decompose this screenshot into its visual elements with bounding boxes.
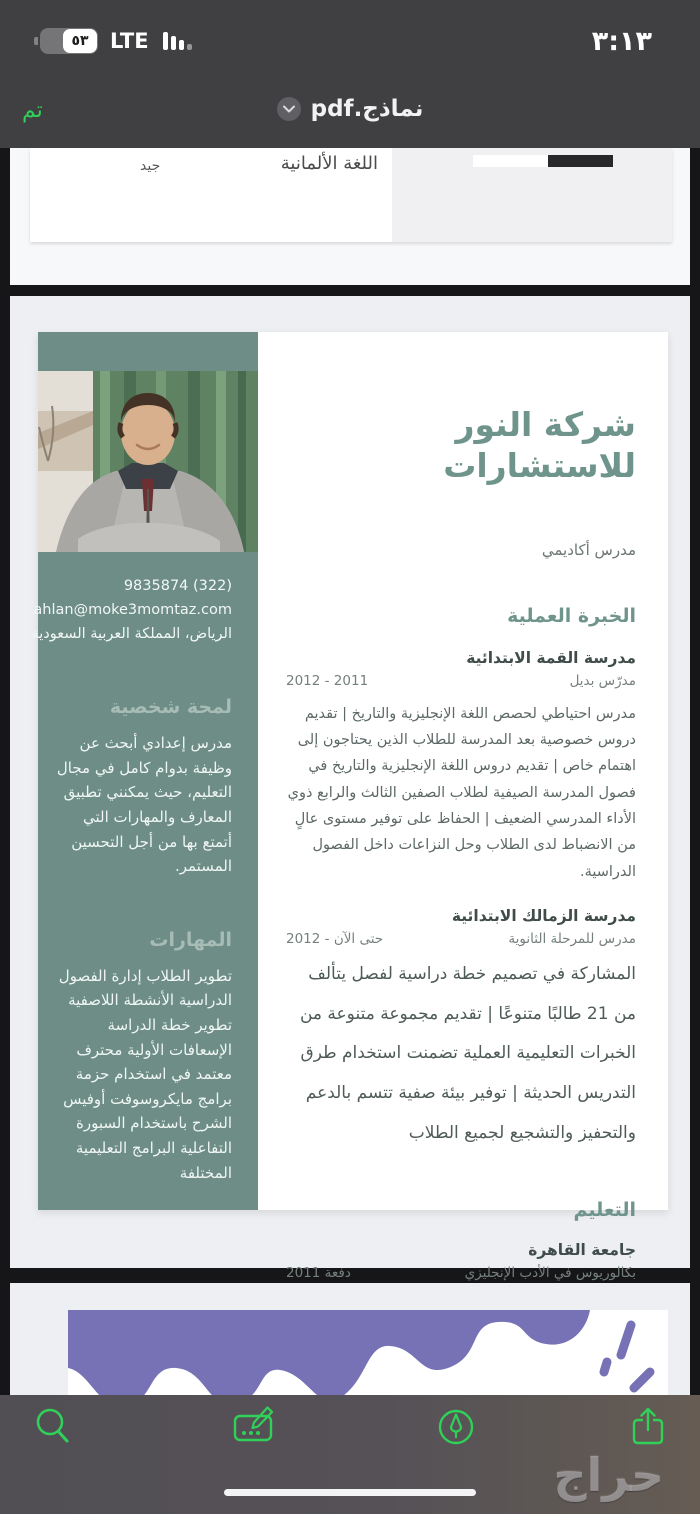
experience-date: 2012 - حتى الآن (286, 931, 384, 948)
experience-meta-row (286, 673, 636, 689)
experience-heading: الخبرة العملية (507, 604, 636, 627)
experience-date: 2012 - 2011 (286, 672, 369, 689)
resume-sidebar (31, 332, 258, 1210)
resume-document (31, 332, 668, 1282)
search-button[interactable] (31, 1405, 75, 1449)
education-meta-row (286, 1265, 636, 1281)
skill-bar-fill (548, 155, 613, 167)
profile-section-heading: لمحة شخصية (109, 696, 232, 719)
resume-main-column (258, 332, 668, 1282)
markup-form-button[interactable] (231, 1405, 275, 1449)
experience-org: مدرسة الزمالك الابتدائية (451, 907, 636, 926)
pdf-page-current (10, 296, 690, 1282)
cellular-signal-icon (163, 32, 203, 50)
network-type-label: LTE (110, 29, 149, 53)
nav-title-area (0, 96, 700, 122)
language-skill-bar (473, 155, 613, 167)
skills-section-heading: المهارات (149, 928, 232, 951)
profile-section-text: مدرس إعدادي أبحث عن وظيفة بدوام كامل في مجال التعليم، حيث يمكنني تطبيق المعارف والمهارات التي أتمتع بها من أجل التحسين المستمر. (56, 734, 232, 876)
battery-cap (34, 37, 38, 45)
contact-email: ahlan@moke3momtaz.com (33, 602, 232, 619)
contact-block (31, 574, 258, 646)
top-chrome (0, 0, 700, 148)
language-skill-label: اللغة الألمانية (280, 153, 378, 174)
document-title: نماذج.pdf (310, 96, 424, 122)
resume-name-heading: شركة النور للاستشارات (443, 405, 636, 486)
pdf-page-previous (10, 148, 690, 285)
share-button[interactable] (626, 1405, 670, 1449)
experience-description: مدرس احتياطي لحصص اللغة الإنجليزية والتاريخ | تقديم دروس خصوصية بعد المدرسة للطلاب الذين يحتاجون إلى اهتمام خاص | تقديم دروس اللغة الإنجليزية والتاريخ في فصول المدرسة الصيفية لطلاب الصفين الثالث والرابع ذوي الأداء المدرسي الضعيف | الحفاظ على توفير مستوى عالٍ من الانضباط لدى الطلاب وحل النزاعات داخل الفصول الدراسية. (287, 705, 636, 880)
markup-form-icon (231, 1405, 275, 1449)
resume-job-title: مدرس أكاديمي (541, 540, 636, 559)
haraj-watermark: حراج (553, 1448, 664, 1502)
experience-description: المشاركة في تصميم خطة دراسية لفصل يتألف من 21 طالبًا متنوعًا | تقديم مجموعة متنوعة من الخبرات التعليمية العملية تضمنت استخدام طرق التدريس الحديثة | توفير بيئة صفية تتسم بالدعم والتحفيز والتشجيع لجميع الطلاب (299, 964, 636, 1143)
experience-item (286, 907, 636, 1153)
education-degree: بكالوريوس في الأدب الإنجليزي (464, 1265, 636, 1282)
done-button[interactable]: تم (22, 98, 43, 123)
experience-role: مدرس للمرحلة الثانوية (508, 931, 636, 948)
education-org: جامعة القاهرة (528, 1241, 636, 1260)
contact-location: الرياض، المملكة العربية السعودية (31, 626, 232, 643)
language-skill-level: جيد (140, 158, 161, 174)
experience-meta-row (286, 931, 636, 947)
experience-org: مدرسة القمة الابتدائية (466, 648, 636, 667)
battery-percent: ٥٣ (71, 33, 89, 49)
skill-bar-empty (473, 155, 548, 167)
experience-item (286, 649, 636, 886)
pen-icon (434, 1405, 478, 1449)
document-title-dropdown[interactable] (277, 96, 424, 122)
skills-section-text: تطوير الطلاب إدارة الفصول الدراسية الأنشطة اللاصفية تطوير خطة الدراسة الإسعافات الأولية محترف معتمد في استخدام حزمة برامج مايكروسوفت أوفيس الشرح باستخدام السبورة التفاعلية البرامج التعليمية المختلفة (58, 966, 232, 1182)
share-icon (626, 1405, 670, 1449)
chevron-down-icon[interactable] (277, 97, 301, 121)
education-item (286, 1241, 636, 1281)
status-time: ٣:١٣ (591, 26, 652, 57)
profile-photo (38, 371, 258, 552)
pen-button[interactable] (434, 1405, 478, 1449)
education-date: دفعة 2011 (286, 1265, 351, 1282)
battery-icon (40, 28, 98, 54)
education-heading: التعليم (573, 1199, 636, 1222)
search-icon (31, 1405, 75, 1449)
contact-phone: 9835874 (322) (123, 578, 232, 594)
previous-resume-preview (30, 148, 672, 242)
experience-role: مدرّس بديل (569, 672, 636, 689)
home-indicator[interactable] (224, 1489, 476, 1496)
battery-fill (63, 29, 97, 53)
